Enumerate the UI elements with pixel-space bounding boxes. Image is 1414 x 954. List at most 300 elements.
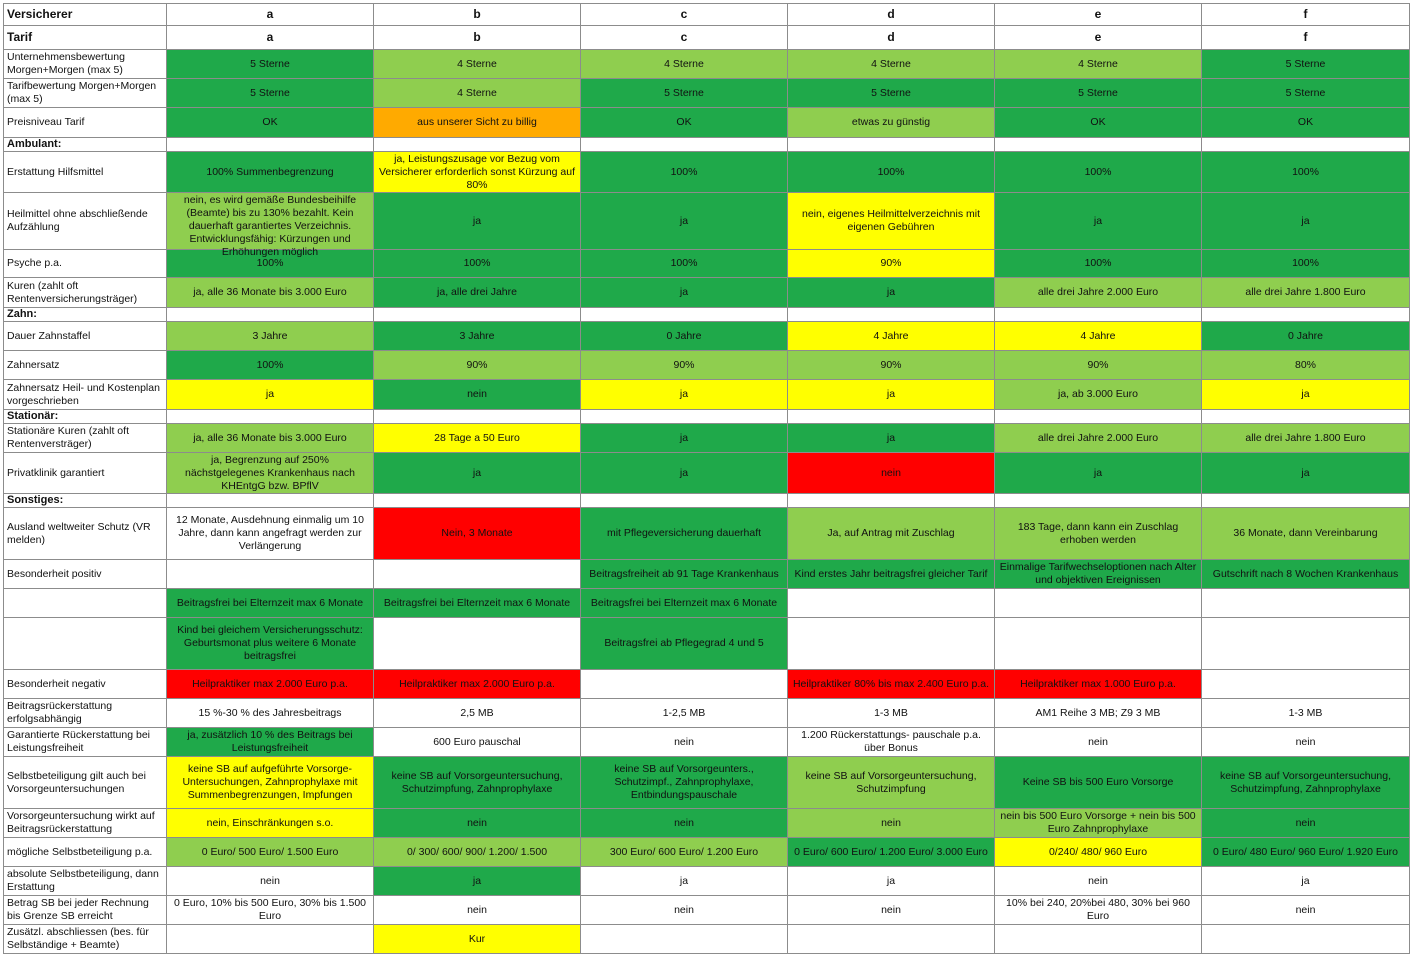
cell-text: ja, alle 36 Monate bis 3.000 Euro (193, 286, 347, 298)
cell-text: 90% (673, 358, 695, 371)
cell-text: Beitragsfrei bei Elternzeit max 6 Monate (176, 596, 364, 609)
table-cell-d (788, 670, 995, 699)
table-cell-b (374, 50, 581, 79)
table-row (4, 351, 1410, 380)
table-cell-c (581, 589, 788, 618)
row-label: Erstattung Hilfsmittel (4, 152, 167, 193)
section-empty-cell (581, 494, 788, 508)
cell-text: OK (262, 116, 278, 128)
section-empty-cell (995, 138, 1202, 152)
cell-text: 4 Jahre (1080, 329, 1116, 342)
table-row (4, 152, 1410, 193)
section-label: Sonstiges: (4, 494, 167, 508)
table-cell-a (167, 50, 374, 79)
table-cell-c (581, 809, 788, 838)
row-label: Dauer Zahnstaffel (4, 322, 167, 351)
cell-text: alle drei Jahre 2.000 Euro (1037, 431, 1159, 444)
table-row (4, 757, 1410, 809)
table-cell-a (167, 560, 374, 589)
table-cell-c (581, 757, 788, 809)
table-cell-d (788, 508, 995, 560)
cell-text: Einmalige Tarifwechseloptionen nach Alter und objektiven Ereignissen (999, 561, 1197, 586)
table-cell-f (1202, 351, 1410, 380)
table-cell-a (167, 4, 374, 26)
table-cell-d (788, 896, 995, 925)
table-cell-f (1202, 589, 1410, 618)
table-cell-c (581, 4, 788, 26)
table-cell-e (995, 699, 1202, 728)
table-cell-a (167, 896, 374, 925)
table-row (4, 809, 1410, 838)
cell-text: 0/240/ 480/ 960 Euro (1048, 845, 1148, 858)
table-row (4, 50, 1410, 79)
table-row (4, 380, 1410, 410)
table-row (4, 699, 1410, 728)
table-row (4, 925, 1410, 954)
table-cell-f (1202, 838, 1410, 867)
table-cell-a (167, 757, 374, 809)
cell-text: ja (1301, 466, 1310, 479)
table-cell-a (167, 108, 374, 138)
cell-text: a (266, 30, 274, 44)
table-row (4, 250, 1410, 278)
cell-text: 80% (1294, 358, 1316, 371)
cell-text: ja (886, 388, 896, 400)
table-cell-b (374, 925, 581, 954)
section-empty-cell (374, 410, 581, 424)
table-cell-f (1202, 699, 1410, 728)
table-cell-c (581, 108, 788, 138)
table-cell-f (1202, 424, 1410, 453)
cell-text: 100% (1084, 257, 1112, 269)
table-cell-e (995, 757, 1202, 809)
cell-text: ja (1301, 388, 1310, 400)
cell-text: Beitragsfrei ab Pflegegrad 4 und 5 (604, 637, 764, 649)
cell-text: nein (1295, 903, 1316, 916)
cell-text: 10% bei 240, 20%bei 480, 30% bei 960 Euro (1006, 897, 1190, 922)
table-cell-e (995, 809, 1202, 838)
table-cell-c (581, 925, 788, 954)
table-cell-a (167, 380, 374, 410)
section-empty-cell (788, 138, 995, 152)
cell-text: 5 Sterne (1078, 86, 1118, 99)
cell-text: 0 Euro/ 480 Euro/ 960 Euro/ 1.920 Euro (1212, 845, 1399, 858)
cell-text: a (266, 7, 274, 21)
cell-text: Keine SB bis 500 Euro Vorsorge (1022, 776, 1174, 788)
cell-text: 12 Monate, Ausdehnung einmalig um 10 Jahre, dann kann angefragt werden zur Verlängerung (176, 514, 364, 552)
section-empty-cell (167, 308, 374, 322)
table-row (4, 618, 1410, 670)
cell-text: nein (1295, 816, 1316, 829)
insurance-comparison-table (3, 3, 1410, 954)
cell-text: ja (679, 388, 689, 400)
cell-text: 5 Sterne (1285, 86, 1326, 99)
table-cell-d (788, 322, 995, 351)
table-cell-b (374, 560, 581, 589)
table-cell-f (1202, 152, 1410, 193)
table-cell-d (788, 728, 995, 757)
table-cell-f (1202, 322, 1410, 351)
table-cell-c (581, 453, 788, 494)
cell-text: 1-3 MB (874, 706, 908, 719)
section-empty-cell (995, 494, 1202, 508)
cell-text: 1.200 Rückerstattungs- pauschale p.a. über Bonus (801, 729, 981, 754)
table-cell-c (581, 896, 788, 925)
cell-text: ja, ab 3.000 Euro (1058, 388, 1138, 400)
section-empty-cell (788, 308, 995, 322)
cell-text: keine SB auf aufgeführte Vorsorge-Untersuchungen, Zahnprophylaxe mit Summenbegrenzungen, Impfungen (182, 763, 358, 801)
cell-text: 100% (256, 257, 284, 269)
cell-text: 5 Sterne (871, 86, 911, 99)
table-cell-c (581, 193, 788, 250)
table-cell-b (374, 589, 581, 618)
cell-text: etwas zu günstig (851, 116, 931, 128)
table-cell-f (1202, 508, 1410, 560)
table-cell-e (995, 278, 1202, 308)
table-cell-d (788, 50, 995, 79)
table-cell-c (581, 618, 788, 670)
section-empty-cell (374, 308, 581, 322)
section-row (4, 308, 1410, 322)
table-cell-b (374, 896, 581, 925)
cell-text: nein (467, 816, 487, 829)
cell-text: ja (679, 214, 689, 227)
cell-text: ja, alle 36 Monate bis 3.000 Euro (193, 431, 347, 444)
table-cell-c (581, 867, 788, 896)
section-row (4, 494, 1410, 508)
cell-text: nein (674, 903, 694, 916)
table-cell-d (788, 250, 995, 278)
cell-text: 90% (466, 358, 488, 371)
cell-text: ja (679, 874, 689, 887)
table-cell-d (788, 193, 995, 250)
table-cell-b (374, 322, 581, 351)
cell-text: 100% (670, 165, 698, 178)
row-label: Kuren (zahlt oft Rentenversicherungsträger) (4, 278, 167, 308)
table-cell-f (1202, 867, 1410, 896)
cell-text: keine SB auf Vorsorgeunters., Schutzimpf., Zahnprophylaxe, Entbindungspauschale (614, 763, 754, 801)
cell-text: 100% (1292, 165, 1319, 178)
cell-text: nein (467, 388, 487, 400)
cell-text: 100% (877, 165, 905, 178)
section-empty-cell (788, 494, 995, 508)
row-label: mögliche Selbstbeteiligung p.a. (4, 838, 167, 867)
cell-text: ja (1093, 214, 1103, 227)
table-cell-b (374, 838, 581, 867)
table-cell-d (788, 152, 995, 193)
table-cell-a (167, 699, 374, 728)
table-cell-e (995, 79, 1202, 108)
cell-text: 0 Euro/ 500 Euro/ 1.500 Euro (201, 845, 339, 858)
cell-text: 5 Sterne (1285, 57, 1326, 70)
cell-text: nein (1088, 874, 1108, 887)
row-label: Zusätzl. abschliessen (bes. für Selbständige + Beamte) (4, 925, 167, 954)
row-label: absolute Selbstbeteiligung, dann Erstattung (4, 867, 167, 896)
table-cell-f (1202, 26, 1410, 50)
table-cell-b (374, 108, 581, 138)
section-empty-cell (1202, 308, 1410, 322)
row-label: Besonderheit negativ (4, 670, 167, 699)
table-cell-b (374, 699, 581, 728)
table-cell-e (995, 4, 1202, 26)
table-cell-d (788, 108, 995, 138)
row-label: Besonderheit positiv (4, 560, 167, 589)
table-cell-d (788, 838, 995, 867)
table-cell-a (167, 278, 374, 308)
cell-text: nein bis 500 Euro Vorsorge + nein bis 500 Euro Zahnprophylaxe (1000, 810, 1196, 835)
cell-text: ja (1301, 874, 1310, 887)
cell-text: ja (472, 214, 482, 227)
cell-text: 0 Euro, 10% bis 500 Euro, 30% bis 1.500 Euro (173, 897, 367, 922)
table-row (4, 508, 1410, 560)
table-cell-c (581, 728, 788, 757)
row-label: Zahnersatz (4, 351, 167, 380)
table-cell-d (788, 351, 995, 380)
cell-text: ja, Leistungszusage vor Bezug vom Versicherer erforderlich sonst Kürzung auf 80% (378, 152, 576, 191)
table-cell-b (374, 809, 581, 838)
cell-text: 36 Monate, dann Vereinbarung (1233, 527, 1378, 539)
cell-text: Kind bei gleichem Versicherungsschutz: Geburtsmonat plus weitere 6 Monate beitragsfrei (177, 624, 363, 662)
table-cell-c (581, 152, 788, 193)
table-cell-c (581, 351, 788, 380)
section-empty-cell (788, 410, 995, 424)
table-cell-e (995, 250, 1202, 278)
table-cell-b (374, 728, 581, 757)
table-cell-e (995, 50, 1202, 79)
cell-text: f (1303, 7, 1308, 21)
cell-text: 0 Euro/ 600 Euro/ 1.200 Euro/ 3.000 Euro (794, 845, 988, 858)
cell-text: OK (1090, 116, 1106, 128)
table-cell-a (167, 152, 374, 193)
table-cell-f (1202, 193, 1410, 250)
table-cell-a (167, 424, 374, 453)
cell-text: 0 Jahre (1287, 329, 1324, 342)
cell-text: ja (886, 431, 896, 444)
section-empty-cell (1202, 494, 1410, 508)
cell-text: nein (674, 816, 694, 829)
table-cell-d (788, 453, 995, 494)
table-cell-d (788, 424, 995, 453)
cell-text: ja (472, 466, 482, 479)
section-empty-cell (167, 494, 374, 508)
table-cell-a (167, 925, 374, 954)
table-cell-f (1202, 50, 1410, 79)
cell-text: OK (1297, 116, 1314, 128)
section-empty-cell (374, 494, 581, 508)
section-empty-cell (581, 138, 788, 152)
cell-text: mit Pflegeversicherung dauerhaft (606, 527, 762, 539)
row-label: Selbstbeteiligung gilt auch bei Vorsorgeuntersuchungen (4, 757, 167, 809)
table-cell-d (788, 925, 995, 954)
cell-text: alle drei Jahre 2.000 Euro (1037, 286, 1159, 298)
table-cell-c (581, 26, 788, 50)
cell-text: 4 Sterne (871, 57, 911, 70)
table-cell-c (581, 670, 788, 699)
table-cell-b (374, 867, 581, 896)
table-row (4, 79, 1410, 108)
table-cell-a (167, 809, 374, 838)
cell-text: aus unserer Sicht zu billig (417, 116, 537, 128)
table-cell-d (788, 380, 995, 410)
table-row (4, 670, 1410, 699)
cell-text: 5 Sterne (664, 86, 704, 99)
cell-text: d (887, 7, 895, 21)
cell-text: nein, eigenes Heilmittelverzeichnis mit eigenen Gebühren (802, 208, 980, 233)
row-label: Ausland weltweiter Schutz (VR melden) (4, 508, 167, 560)
table-cell-f (1202, 757, 1410, 809)
table-cell-f (1202, 728, 1410, 757)
section-empty-cell (167, 138, 374, 152)
cell-text: alle drei Jahre 1.800 Euro (1245, 286, 1366, 298)
table-cell-f (1202, 670, 1410, 699)
cell-text: AM1 Reihe 3 MB; Z9 3 MB (1035, 706, 1161, 719)
table-cell-a (167, 618, 374, 670)
table-cell-e (995, 453, 1202, 494)
cell-text: alle drei Jahre 1.800 Euro (1245, 431, 1366, 444)
table-cell-f (1202, 453, 1410, 494)
cell-text: 100% (1084, 165, 1112, 178)
table-cell-b (374, 670, 581, 699)
cell-text: ja (1301, 214, 1310, 227)
table-cell-e (995, 925, 1202, 954)
row-label: Unternehmensbewertung Morgen+Morgen (max 5) (4, 50, 167, 79)
table-cell-e (995, 380, 1202, 410)
cell-text: 4 Jahre (873, 329, 909, 342)
section-label: Ambulant: (4, 138, 167, 152)
cell-text: nein (1295, 735, 1316, 748)
row-label: Privatklinik garantiert (4, 453, 167, 494)
table-cell-f (1202, 809, 1410, 838)
row-label: Tarif (4, 26, 167, 50)
cell-text: 28 Tage a 50 Euro (434, 431, 520, 444)
table-cell-a (167, 453, 374, 494)
table-row (4, 896, 1410, 925)
cell-text: nein, Einschränkungen s.o. (206, 816, 334, 829)
section-empty-cell (995, 410, 1202, 424)
table-cell-d (788, 560, 995, 589)
table-cell-a (167, 589, 374, 618)
cell-text: ja, alle drei Jahre (437, 286, 517, 298)
cell-text: 4 Sterne (457, 86, 497, 99)
table-cell-c (581, 322, 788, 351)
cell-text: nein (674, 735, 694, 748)
cell-text: b (473, 30, 481, 44)
cell-text: ja (886, 874, 896, 887)
table-row (4, 278, 1410, 308)
table-cell-b (374, 351, 581, 380)
table-cell-b (374, 193, 581, 250)
table-cell-c (581, 699, 788, 728)
table-cell-a (167, 670, 374, 699)
cell-text: ja (679, 466, 689, 479)
cell-text: 100% (463, 257, 491, 269)
table-row (4, 867, 1410, 896)
section-row (4, 138, 1410, 152)
cell-text: 100% Summenbegrenzung (206, 165, 334, 178)
cell-text: ja (1093, 466, 1103, 479)
table-cell-e (995, 152, 1202, 193)
cell-text: Ja, auf Antrag mit Zuschlag (827, 527, 955, 539)
table-cell-c (581, 79, 788, 108)
table-cell-b (374, 250, 581, 278)
table-cell-e (995, 670, 1202, 699)
table-cell-c (581, 50, 788, 79)
row-label: Psyche p.a. (4, 250, 167, 278)
row-label: Garantierte Rückerstattung bei Leistungsfreiheit (4, 728, 167, 757)
table-row (4, 108, 1410, 138)
table-cell-e (995, 838, 1202, 867)
row-label: Versicherer (4, 4, 167, 26)
cell-text: e (1094, 30, 1102, 44)
cell-text: nein, es wird gemäße Bundesbeihilfe (Beamte) bis zu 130% bezahlt. Kein dauerhaft garantiertes Verzeichnis. Entwicklungsfähig: Kürzungen und Erhöhungen möglich (183, 193, 357, 258)
cell-text: ja, Begrenzung auf 250% nächstgelegenes Krankenhaus nach KHEntgG bzw. BPflV (185, 453, 355, 492)
row-label: Tarifbewertung Morgen+Morgen (max 5) (4, 79, 167, 108)
table-cell-c (581, 380, 788, 410)
table-cell-e (995, 728, 1202, 757)
cell-text: 0/ 300/ 600/ 900/ 1.200/ 1.500 (406, 845, 548, 858)
cell-text: nein (260, 874, 280, 887)
table-cell-a (167, 79, 374, 108)
cell-text: d (887, 30, 895, 44)
cell-text: 183 Tage, dann kann ein Zuschlag erhoben werden (1017, 520, 1179, 546)
section-empty-cell (581, 410, 788, 424)
row-label: Heilmittel ohne abschließende Aufzählung (4, 193, 167, 250)
cell-text: 100% (256, 358, 284, 371)
cell-text: e (1094, 7, 1102, 21)
table-cell-d (788, 278, 995, 308)
cell-text: 100% (1292, 257, 1319, 269)
table-cell-d (788, 618, 995, 670)
table-cell-e (995, 618, 1202, 670)
table-cell-b (374, 152, 581, 193)
table-cell-e (995, 193, 1202, 250)
table-cell-f (1202, 896, 1410, 925)
cell-text: Kind erstes Jahr beitragsfrei gleicher Tarif (794, 567, 988, 580)
table-row (4, 560, 1410, 589)
table-cell-e (995, 508, 1202, 560)
table-cell-c (581, 250, 788, 278)
cell-text: 90% (1087, 358, 1109, 371)
table-cell-b (374, 453, 581, 494)
cell-text: 2,5 MB (460, 706, 494, 719)
table-cell-d (788, 4, 995, 26)
table-cell-e (995, 896, 1202, 925)
table-row (4, 193, 1410, 250)
cell-text: keine SB auf Vorsorgeuntersuchung, Schutzimpfung, Zahnprophylaxe (1219, 769, 1392, 795)
table-cell-e (995, 322, 1202, 351)
row-label: Stationäre Kuren (zahlt oft Rentenversträger) (4, 424, 167, 453)
cell-text: 0 Jahre (666, 329, 702, 342)
cell-text: 5 Sterne (250, 57, 290, 70)
row-label (4, 618, 167, 670)
header-row (4, 4, 1410, 26)
table-cell-b (374, 508, 581, 560)
row-label: Beitragsrückerstattung erfolgsabhängig (4, 699, 167, 728)
table-cell-d (788, 699, 995, 728)
cell-text: ja (886, 286, 896, 298)
table-cell-b (374, 424, 581, 453)
table-cell-b (374, 618, 581, 670)
table-cell-c (581, 508, 788, 560)
cell-text: 3 Jahre (459, 329, 495, 342)
table-cell-f (1202, 380, 1410, 410)
row-label: Zahnersatz Heil- und Kostenplan vorgeschrieben (4, 380, 167, 410)
table-cell-d (788, 26, 995, 50)
table-cell-c (581, 278, 788, 308)
cell-text: Heilpraktiker max 2.000 Euro p.a. (399, 677, 555, 690)
table-cell-c (581, 424, 788, 453)
table-cell-e (995, 867, 1202, 896)
